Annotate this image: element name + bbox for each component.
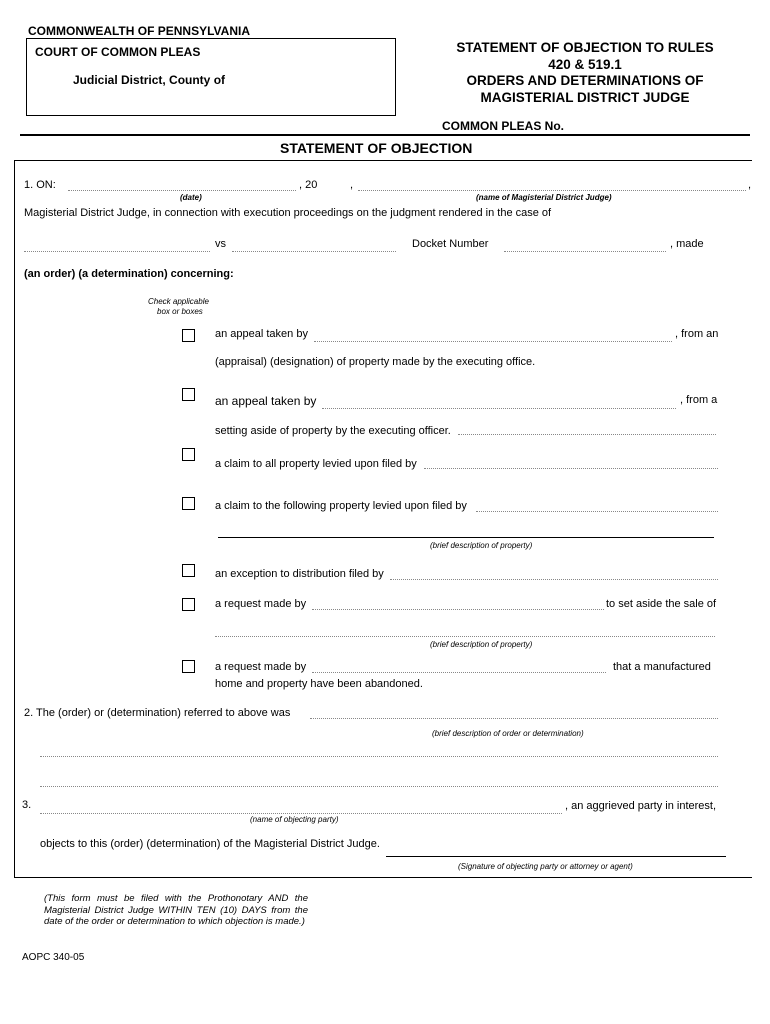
- common-pleas-no-label: COMMON PLEAS No.: [442, 119, 564, 133]
- option2-line2: setting aside of property by the executing officer.: [215, 425, 451, 437]
- signature-field[interactable]: [386, 856, 726, 857]
- commonwealth-label: COMMONWEALTH OF PENNSYLVANIA: [28, 24, 250, 38]
- title-line-4: MAGISTERIAL DISTRICT JUDGE: [480, 89, 690, 105]
- comma-1: ,: [350, 179, 354, 191]
- made-label: , made: [670, 238, 704, 250]
- form-id: AOPC 340-05: [22, 952, 85, 963]
- request-abandoned-checkbox[interactable]: [182, 660, 195, 673]
- item3-end: , an aggrieved party in interest,: [565, 800, 717, 812]
- item2-field[interactable]: [310, 718, 718, 719]
- item2-caption: (brief description of order or determination): [432, 729, 584, 738]
- option1-line2: (appraisal) (designation) of property made by the executing office.: [215, 356, 536, 368]
- claim-all-property-checkbox[interactable]: [182, 448, 195, 461]
- court-box: [26, 38, 396, 116]
- item2-text: 2. The (order) or (determination) referred to above was: [24, 707, 291, 719]
- defendant-field[interactable]: [232, 251, 396, 252]
- item3-caption: (name of objecting party): [250, 815, 339, 824]
- option4-text: a claim to the following property levied upon filed by: [215, 500, 467, 512]
- item3-num: 3.: [22, 799, 32, 811]
- header-divider: [20, 134, 750, 136]
- plaintiff-field[interactable]: [24, 251, 210, 252]
- option2-end: , from a: [680, 394, 718, 406]
- option6-caption: (brief description of property): [430, 640, 533, 649]
- comma-2: ,: [748, 179, 752, 191]
- item1-on: 1. ON:: [24, 179, 56, 191]
- request-set-aside-checkbox[interactable]: [182, 598, 195, 611]
- title-line-3: ORDERS AND DETERMINATIONS OF: [466, 73, 704, 88]
- judge-name-field[interactable]: [358, 190, 746, 191]
- section-title: STATEMENT OF OBJECTION: [280, 140, 473, 156]
- option1-end: , from an: [675, 328, 719, 340]
- option5-text: an exception to distribution filed by: [215, 568, 384, 580]
- option1-field[interactable]: [314, 341, 672, 342]
- item2-field-line2[interactable]: [40, 756, 718, 757]
- docket-label: Docket Number: [412, 238, 489, 250]
- title-line-2: 420 & 519.1: [548, 56, 622, 72]
- item2-field-line3[interactable]: [40, 786, 718, 787]
- judge-sentence: Magisterial District Judge, in connection with execution proceedings on the judgment rendered in the case of: [24, 207, 552, 219]
- court-label: COURT OF COMMON PLEAS: [35, 45, 201, 59]
- signature-caption: (Signature of objecting party or attorney or agent): [458, 862, 633, 871]
- appeal-setting-aside-checkbox[interactable]: [182, 388, 195, 401]
- option2-line2-field[interactable]: [458, 434, 716, 435]
- exception-distribution-checkbox[interactable]: [182, 564, 195, 577]
- option6-text: a request made by: [215, 598, 307, 610]
- option4-field[interactable]: [476, 511, 718, 512]
- option6-property-field[interactable]: [215, 636, 715, 637]
- option7-end: that a manufactured: [613, 661, 711, 673]
- vs-label: vs: [215, 238, 226, 250]
- option3-text: a claim to all property levied upon filed by: [215, 458, 417, 470]
- check-note-2: box or boxes: [157, 307, 203, 316]
- option6-field[interactable]: [312, 609, 604, 610]
- year-prefix: , 20: [299, 179, 318, 191]
- option2-field[interactable]: [322, 408, 676, 409]
- form-title: [400, 40, 770, 106]
- option5-field[interactable]: [390, 579, 718, 580]
- concerning-label: (an order) (a determination) concerning:: [24, 268, 234, 280]
- appeal-appraisal-checkbox[interactable]: [182, 329, 195, 342]
- date-field[interactable]: [68, 190, 296, 191]
- item3-objects: objects to this (order) (determination) of the Magisterial District Judge.: [40, 838, 380, 850]
- option7-field[interactable]: [312, 672, 606, 673]
- date-caption: (date): [180, 193, 202, 202]
- district-label: Judicial District, County of: [73, 73, 226, 87]
- option7-line2: home and property have been abandoned.: [215, 678, 423, 690]
- check-note-1: Check applicable: [148, 297, 209, 306]
- option7-text: a request made by: [215, 661, 307, 673]
- objecting-party-field[interactable]: [40, 813, 562, 814]
- option4-property-field[interactable]: [218, 537, 714, 538]
- claim-following-property-checkbox[interactable]: [182, 497, 195, 510]
- title-line-1: STATEMENT OF OBJECTION TO RULES: [456, 40, 714, 55]
- option3-field[interactable]: [424, 468, 718, 469]
- option4-caption: (brief description of property): [430, 541, 533, 550]
- docket-number-field[interactable]: [504, 251, 666, 252]
- option2-text: an appeal taken by: [215, 394, 317, 408]
- option1-text: an appeal taken by: [215, 328, 308, 340]
- judge-caption: (name of Magisterial District Judge): [476, 193, 612, 202]
- filing-note: (This form must be filed with the Prothonotary AND the Magisterial District Judge WITHIN TEN (10) DAYS from the date of the order or determination to which objection is made.): [44, 893, 308, 927]
- option6-end: to set aside the sale of: [606, 598, 717, 610]
